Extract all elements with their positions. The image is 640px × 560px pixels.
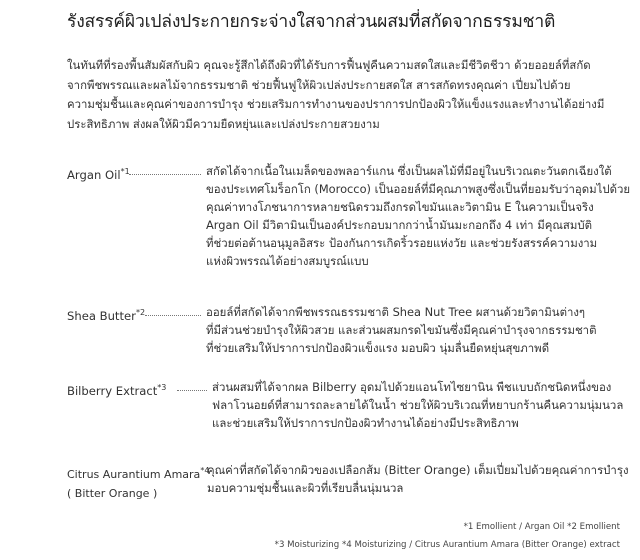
intro-line: ในทันทีที่รองพื้นสัมผัสกับผิว คุณจะรู้สึกได้ถึงผิวที่ได้รับการฟื้นฟูคืนความสดใสและมีชีวิตชีวา ด้วยออยล์ที่สกัด — [67, 58, 591, 72]
ingredient-name-text: Bilberry Extract — [67, 384, 158, 398]
intro-line: ความชุ่มชื้นและคุณค่าของการบำรุง ช่วยเสริมการทำงานของปราการปกป้องผิวให้แข็งแรงและทำงานได้อย่างมี — [67, 97, 605, 111]
ingredient-description — [206, 162, 630, 270]
description-line: และช่วยเสริมให้ปราการปกป้องผิวทำงานได้อย่างมีประสิทธิภาพ — [212, 416, 519, 430]
page-title: รังสรรค์ผิวเปล่งประกายกระจ่างใสจากส่วนผสมที่สกัดจากธรรมชาติ — [67, 12, 556, 32]
description-line: ออยล์ที่สกัดได้จากพืชพรรณธรรมชาติ Shea Nut Tree ผสานด้วยวิตามินต่างๆ — [206, 305, 586, 319]
ingredient-description — [212, 378, 623, 432]
description-line: คุณค่าที่สกัดได้จากผิวของเปลือกส้ม (Bitter Orange) เต็มเปี่ยมไปด้วยคุณค่าการบำรุง — [207, 463, 629, 477]
description-line: สกัดได้จากเนื้อในเมล็ดของพลอาร์แกน ซึ่งเป็นผลไม้ที่มีอยู่ในบริเวณตะวันตกเฉียงใต้ — [206, 164, 612, 178]
description-line: ที่ช่วยเสริมให้ปราการปกป้องผิวแข็งแรง มอบผิว นุ่มลื่นยืดหยุ่นสุขภาพดี — [206, 341, 550, 355]
footnote-line: *3 Moisturizing *4 Moisturizing / Citrus Aurantium Amara (Bitter Orange) extract — [274, 540, 620, 550]
intro-paragraph — [67, 56, 623, 134]
description-line: ที่มีส่วนช่วยบำรุงให้ผิวสวย และส่วนผสมกรดไขมันซึ่งมีคุณค่าบำรุงจากธรรมชาติ — [206, 323, 597, 337]
description-line: คุณค่าทางโภชนาการหลายชนิดรวมถึงกรดไขมันและวิตามิน E ในความเป็นจริง — [206, 200, 594, 214]
ingredient-description — [207, 461, 629, 497]
ingredient-name-text: Argan Oil — [67, 168, 121, 182]
description-line: ฟลาโวนอยด์ที่สามารถละลายได้ในน้ำ ช่วยให้ผิวบริเวณที่หยาบกร้านคืนความนุ่มนวล — [212, 398, 624, 412]
footnote-line: *1 Emollient / Argan Oil *2 Emollient — [463, 522, 620, 532]
description-line: ที่ช่วยต่อต้านอนุมูลอิสระ ป้องกันการเกิดริ้วรอยแห่งวัย และช่วยรังสรรค์ความงาม — [206, 236, 598, 250]
description-line: แห่งผิวพรรณได้อย่างสมบูรณ์แบบ — [206, 254, 369, 268]
dotted-leader — [129, 174, 201, 175]
description-line: Argan Oil มีวิตามินเป็นองค์ประกอบมากกว่าน้ำมันมะกอกถึง 4 เท่า มีคุณสมบัติ — [206, 218, 592, 232]
intro-line: จากพืชพรรณและผลไม้จากธรรมชาติ ช่วยฟื้นฟูให้ผิวเปล่งประกายสดใส สารสกัดทรงคุณค่า เปี่ยมไปด้วย — [67, 77, 571, 92]
footnote-mark: *4 — [200, 466, 210, 475]
footnote-mark: *3 — [157, 383, 167, 392]
ingredient-name — [67, 461, 212, 503]
description-line: ของประเทศโมร็อกโก (Morocco) เป็นออยล์ที่มีคุณภาพสูงซึ่งเป็นที่ยอมรับว่าอุดมไปด้วย — [206, 182, 631, 196]
ingredient-name-text: Shea Butter — [67, 309, 136, 323]
footnote-mark: *2 — [135, 308, 146, 317]
intro-line: ประสิทธิภาพ ส่งผลให้ผิวมีความยืดหยุ่นและเปล่งประกายสวยงาม — [67, 116, 380, 131]
description-line: มอบความชุ่มชื้นและผิวที่เรียบลื่นนุ่มนวล — [207, 481, 404, 495]
ingredient-description — [206, 303, 596, 357]
description-line: ส่วนผสมที่ได้จากผล Bilberry อุดมไปด้วยแอนโทไซยานิน พืชแบบถักชนิดหนึ่งของ — [212, 380, 612, 394]
ingredient-name-text: Citrus Aurantium Amara — [67, 468, 201, 481]
footnotes — [275, 518, 620, 554]
footnote-mark: *1 — [120, 167, 130, 176]
ingredient-name-alt: ( Bitter Orange ) — [67, 487, 158, 500]
dotted-leader — [177, 390, 207, 391]
dotted-leader — [145, 315, 201, 316]
